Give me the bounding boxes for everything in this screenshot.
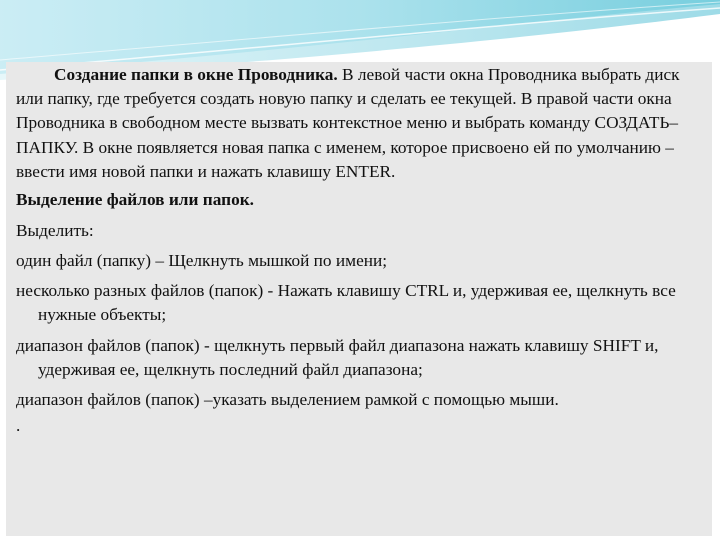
heading-select-files: Выделение файлов или папок. <box>16 190 254 210</box>
paragraph-create-folder <box>16 63 706 184</box>
list-item-range-shift: диапазон файлов (папок) - щелкнуть первый файл диапазона нажать клавишу SHIFT и, удерживая ее, щелкнуть последний файл диапазона; <box>16 335 659 380</box>
list-item-multiple-files: несколько разных файлов (папок) - Нажать клавишу CTRL и, удерживая ее, щелкнуть все нужные объекты; <box>16 280 676 325</box>
heading-create-folder: Создание папки в окне Проводника. <box>54 65 338 84</box>
trailing-dot: . <box>16 416 21 436</box>
list-item-single-file: один файл (папку) – Щелкнуть мышкой по имени; <box>16 251 388 271</box>
create-folder-instructions: В левой части окна Проводника выбрать диск или папку, где требуется создать новую папку и сделать ее текущей. В правой части окна Проводника в свободном месте вызвать контекстное меню и выбрать команду СОЗДАТЬ– ПАПКУ. В окне появляется новая папка с именем, которое присвоено ей по умолчанию – ввести имя новой папки и нажать клавишу ENTER. <box>16 65 680 181</box>
slide-text <box>16 63 706 439</box>
select-intro: Выделить: <box>16 220 94 240</box>
list-item-range-mouse: диапазон файлов (папок) –указать выделением рамкой с помощью мыши. <box>16 389 559 409</box>
